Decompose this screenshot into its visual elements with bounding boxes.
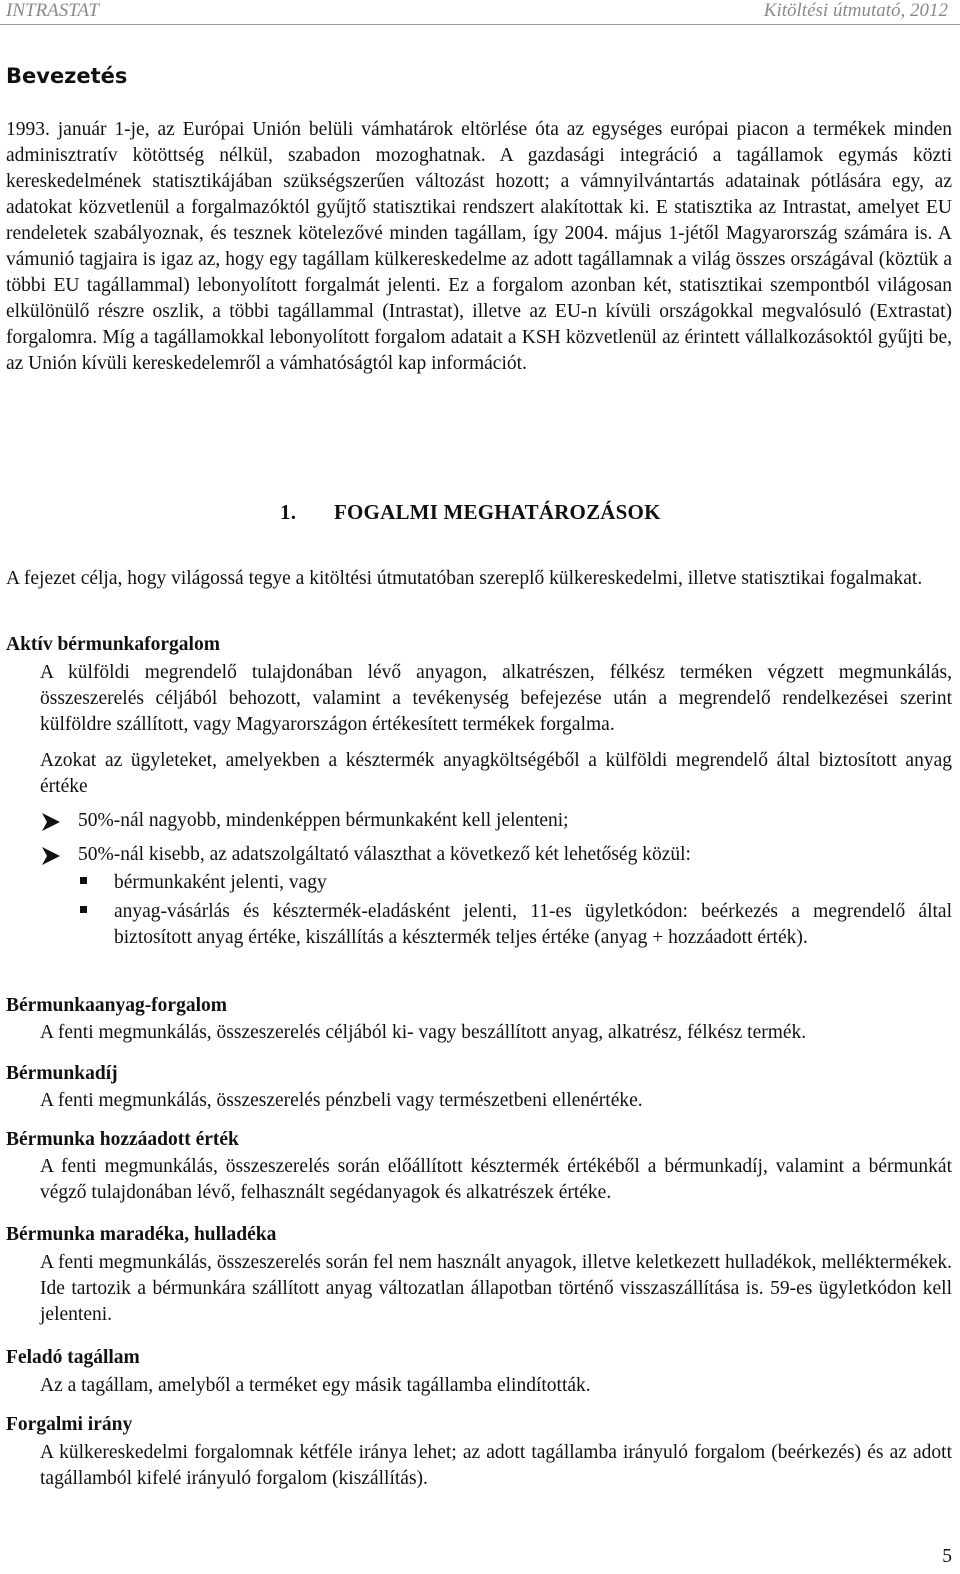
term-definition: Az a tagállam, amelyből a terméket egy másik tagállamba elindították. xyxy=(40,1375,591,1396)
term-heading: Bérmunka hozzáadott érték xyxy=(6,1129,239,1150)
running-header-subtitle: Kitöltési útmutató, 2012 xyxy=(763,0,948,21)
arrow-bullet-icon xyxy=(40,811,62,833)
term-heading: Bérmunkadíj xyxy=(6,1063,118,1084)
term-heading: Bérmunkaanyag-forgalom xyxy=(6,995,227,1016)
sub-list-item: anyag-vásárlás és késztermék-eladásként jelenti, 11-es ügyletkódon: beérkezés a megrendelő által biztosított anyag értéke, kiszállítás a késztermék teljes értéke (anyag + hozzáadott érték). xyxy=(114,901,952,948)
term-definition: A fenti megmunkálás, összeszerelés során előállított késztermék értékéből a bérmunkadíj, valamint a bérmunkát végző tulajdonában lévő, felhasznált segédanyagok és alkatrészek értéke. xyxy=(40,1156,952,1203)
sub-list-item: bérmunkaként jelenti, vagy xyxy=(114,872,327,893)
list-item: 50%-nál kisebb, az adatszolgáltató választhat a következő két lehetőség közül: xyxy=(78,844,691,865)
square-bullet-icon xyxy=(80,906,87,913)
chapter-number: 1. xyxy=(280,500,297,524)
arrow-bullet-icon xyxy=(40,845,62,867)
chapter-heading xyxy=(280,498,661,526)
term-definition: A fenti megmunkálás, összeszerelés céljából ki- vagy beszállított anyag, alkatrész, félkész termék. xyxy=(40,1022,807,1043)
term-definition: A fenti megmunkálás, összeszerelés során fel nem használt anyagok, illetve keletkezett hulladékok, melléktermékek. Ide tartozik a bérmunkára szállított anyag változatlan állapotban történő visszaszállítása is. 59-es ügyletkódon kell jelenteni. xyxy=(40,1252,952,1325)
running-header-title: INTRASTAT xyxy=(6,0,99,21)
header-divider xyxy=(0,24,960,25)
term-heading: Forgalmi irány xyxy=(6,1414,133,1435)
section-title: Bevezetés xyxy=(6,64,128,88)
term-heading: Bérmunka maradéka, hulladéka xyxy=(6,1224,277,1245)
term-definition: A külkereskedelmi forgalomnak kétféle iránya lehet; az adott tagállamba irányuló forgalom (beérkezés) és az adott tagállamból kifelé irányuló forgalom (kiszállítás). xyxy=(40,1442,952,1489)
term-note: Azokat az ügyleteket, amelyekben a késztermék anyagköltségéből a külföldi megrendelő által biztosított anyag értéke xyxy=(40,750,952,797)
chapter-title: FOGALMI MEGHATÁROZÁSOK xyxy=(334,500,661,524)
square-bullet-icon xyxy=(80,877,87,884)
page-number: 5 xyxy=(942,1546,952,1567)
list-item: 50%-nál nagyobb, mindenképpen bérmunkaként kell jelenteni; xyxy=(78,810,569,831)
chapter-goal: A fejezet célja, hogy világossá tegye a kitöltési útmutatóban szereplő külkereskedelmi, illetve statisztikai fogalmakat. xyxy=(6,568,923,589)
term-heading: Feladó tagállam xyxy=(6,1347,140,1368)
intro-paragraph: 1993. január 1-je, az Európai Unión belüli vámhatárok eltörlése óta az egységes európai piacon a termékek minden adminisztratív kötöttség nélkül, szabadon mozoghatnak. A gazdasági integráció a tagállamok egymás közti kereskedelmének statisztikájában szükségszerűen változást hozott; a vámnyilvántartás adatainak pótlására egy, az adatokat közvetlenül a forgalmazóktól gyűjtő statisztikai rendszert alakítottak ki. E statisztika az Intrastat, amelyet EU rendeletek szabályoznak, és tesznek kötelezővé minden tagállam, így 2004. május 1-jétől Magyarország számára is. A vámunió tagjaira is igaz az, hogy egy tagállam külkereskedelme az adott tagállamnak a világ összes országával (köztük a többi EU tagállammal) lebonyolított forgalmát jelenti. Ez a forgalom azonban két, statisztikai szempontból világosan elkülönülő részre oszlik, a többi tagállammal (Intrastat), illetve az EU-n kívüli országokkal megvalósuló (Extrastat) forgalomra. Míg a tagállamokkal lebonyolított forgalom adatait a KSH közvetlenül az érintett vállalkozásoktól gyűjti be, az Unión kívüli kereskedelemről a vámhatóságtól kap információt. xyxy=(6,119,952,374)
term-heading: Aktív bérmunkaforgalom xyxy=(6,634,220,655)
term-definition: A fenti megmunkálás, összeszerelés pénzbeli vagy természetbeni ellenértéke. xyxy=(40,1090,643,1111)
term-definition: A külföldi megrendelő tulajdonában lévő anyagon, alkatrészen, félkész terméken végzett megmunkálás, összeszerelés céljából behozott, valamint a tevékenység befejezése után a megrendelő rendelkezései szerint külföldre szállított, vagy Magyarországon értékesített termékek forgalma. xyxy=(40,662,952,735)
